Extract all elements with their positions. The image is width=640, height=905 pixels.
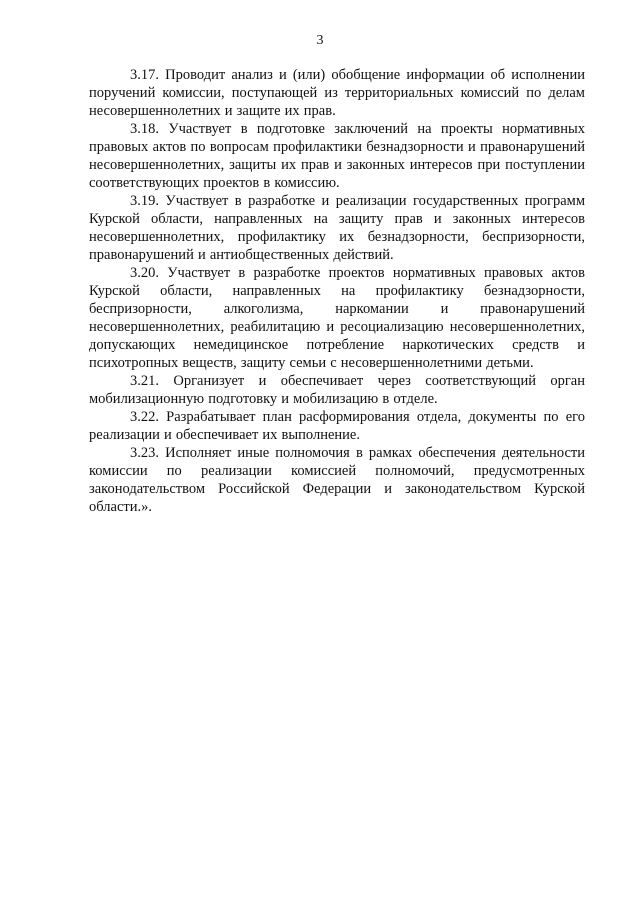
paragraph-3-17: 3.17. Проводит анализ и (или) обобщение информации об исполнении поручений комиссии, поступающей из территориальных комиссий по делам несовершеннолетних и защите их прав. <box>89 67 585 119</box>
paragraph-3-22: 3.22. Разрабатывает план расформирования отдела, документы по его реализации и обеспечивает их выполнение. <box>89 409 585 443</box>
document-body <box>89 66 585 516</box>
paragraph-3-23: 3.23. Исполняет иные полномочия в рамках обеспечения деятельности комиссии по реализации комиссией полномочий, предусмотренных законодательством Российской Федерации и законодательством Курской области.». <box>89 445 585 515</box>
paragraph-3-18: 3.18. Участвует в подготовке заключений на проекты нормативных правовых актов по вопросам профилактики безнадзорности и правонарушений несовершеннолетних, защиты их прав и законных интересов при поступлении соответствующих проектов в комиссию. <box>89 121 585 191</box>
paragraph-3-20: 3.20. Участвует в разработке проектов нормативных правовых актов Курской области, направленных на профилактику безнадзорности, беспризорности, алкоголизма, наркомании и правонарушений несовершеннолетних, реабилитацию и ресоциализацию несовершеннолетних, допускающих немедицинское потребление наркотических средств и психотропных веществ, защиту семьи с несовершеннолетними детьми. <box>89 265 585 371</box>
paragraph-3-19: 3.19. Участвует в разработке и реализации государственных программ Курской области, направленных на защиту прав и законных интересов несовершеннолетних, профилактику их безнадзорности, беспризорности, правонарушений и антиобщественных действий. <box>89 193 585 263</box>
paragraph-3-21: 3.21. Организует и обеспечивает через соответствующий орган мобилизационную подготовку и мобилизацию в отделе. <box>89 373 585 407</box>
page-number: 3 <box>316 33 324 48</box>
